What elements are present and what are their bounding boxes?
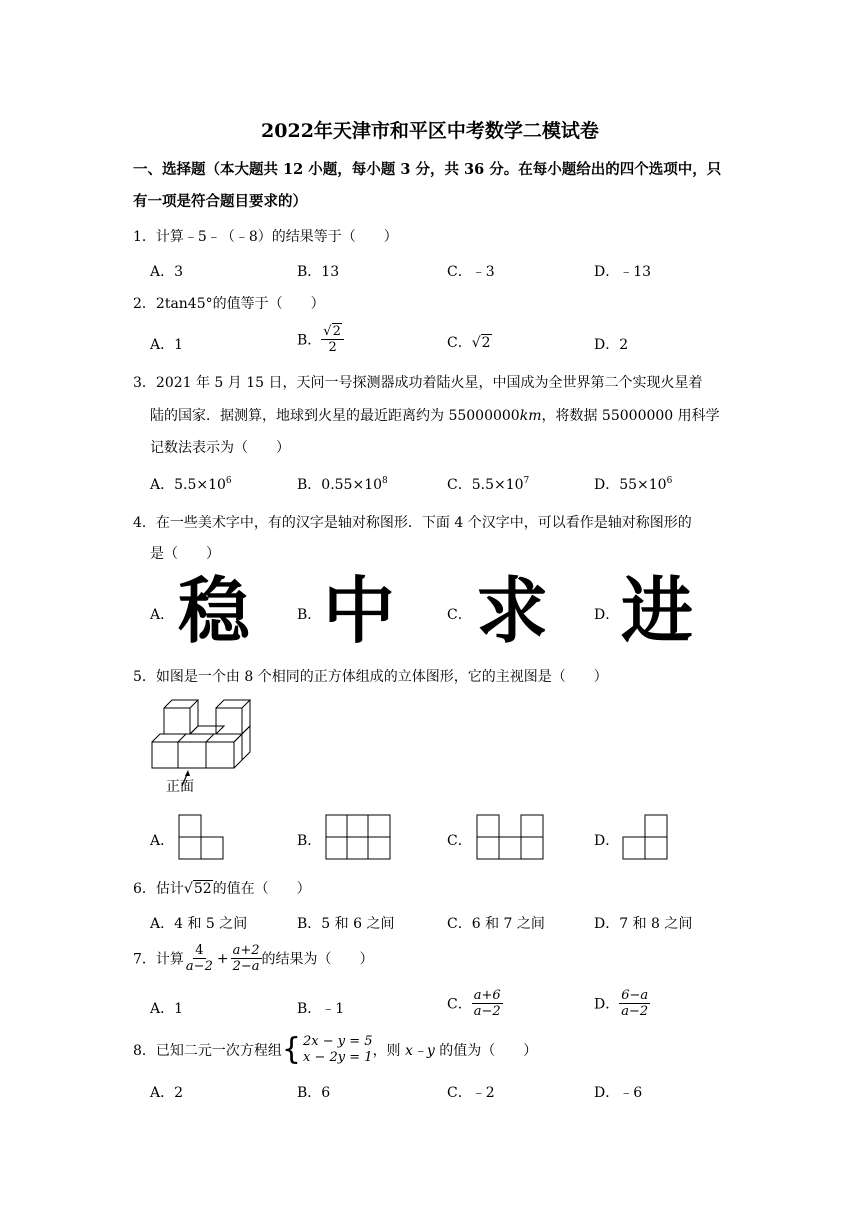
q1-option-d: D．﹣13 bbox=[594, 264, 652, 280]
q3-line3: 记数法表示为（ ） bbox=[150, 440, 290, 456]
q7-option-d: D． $\frac{6-a}{a-2}$ bbox=[594, 988, 649, 1019]
q3-option-b: B．$0.55\times 10^8$ bbox=[297, 476, 388, 493]
q3-option-d: D．$55\times 10^6$ bbox=[594, 476, 673, 493]
q5-option-b: B． bbox=[297, 833, 322, 849]
q4-char-wen: 稳 bbox=[178, 569, 251, 653]
q3-line1: 3．2021 年 5 月 15 日，天问一号探测器成功着陆火星，中国成为全世界第二个实现火星着 bbox=[133, 375, 703, 391]
q6-option-c: C．6 和 7 之间 bbox=[447, 916, 545, 932]
q5-option-a: A． bbox=[150, 833, 175, 849]
q5-view-a bbox=[178, 814, 224, 860]
section-heading-line1: 一、选择题（本大题共 12 小题，每小题 3 分，共 36 分。在每小题给出的四个选项中，只 bbox=[133, 161, 722, 178]
section-heading-line2: 有一项是符合题目要求的） bbox=[133, 193, 307, 210]
q5-view-c bbox=[476, 814, 544, 860]
q7-option-b: B．﹣1 bbox=[297, 1001, 345, 1017]
q1-option-b: B．13 bbox=[297, 264, 340, 280]
q1-stem: 1．计算﹣5﹣（﹣8）的结果等于（ ） bbox=[133, 229, 398, 245]
q8-option-d: D．﹣6 bbox=[594, 1085, 643, 1101]
q5-option-c: C． bbox=[447, 833, 472, 849]
q4-option-c: C． bbox=[447, 607, 472, 623]
q2-stem: 2．2tan45°的值等于（ ） bbox=[133, 296, 325, 312]
q3-option-c: C．$5.5\times 10^7$ bbox=[447, 476, 530, 493]
front-label: 正面 bbox=[166, 779, 194, 795]
q7-option-c: C． $\frac{a+6}{a-2}$ bbox=[447, 988, 501, 1019]
q4-option-a: A． bbox=[150, 607, 175, 623]
q2-option-a: A．1 bbox=[150, 337, 184, 353]
q3-option-a: A．$5.5\times 10^6$ bbox=[150, 476, 232, 493]
q5-view-d bbox=[622, 814, 668, 860]
q4-line2: 是（ ） bbox=[150, 546, 220, 562]
q8-option-b: B．6 bbox=[297, 1085, 331, 1101]
q2-option-b: B． $\frac{√2}{2}$ bbox=[297, 324, 344, 355]
q2-option-d: D．2 bbox=[594, 337, 629, 353]
q6-option-b: B．5 和 6 之间 bbox=[297, 916, 395, 932]
q4-char-qiu: 求 bbox=[476, 569, 549, 653]
q4-line1: 4．在一些美术字中，有的汉字是轴对称图形．下面 4 个汉字中，可以看作是轴对称图形的 bbox=[133, 515, 692, 531]
q5-view-b bbox=[325, 814, 391, 860]
q4-option-b: B． bbox=[297, 607, 322, 623]
q3-line2: 陆的国家．据测算，地球到火星的最近距离约为 55000000km，将数据 55000000 用科学 bbox=[150, 408, 720, 424]
page-title: 2022年天津市和平区中考数学二模试卷 bbox=[261, 120, 599, 142]
q4-char-jin: 进 bbox=[621, 569, 694, 653]
q4-char-zhong: 中 bbox=[323, 569, 396, 653]
q2-option-c: C．√2 bbox=[447, 335, 491, 351]
q6-option-d: D．7 和 8 之间 bbox=[594, 916, 693, 932]
q8-option-a: A．2 bbox=[150, 1085, 184, 1101]
q7-option-a: A．1 bbox=[150, 1001, 184, 1017]
q6-stem: 6．估计√52的值在（ ） bbox=[133, 881, 311, 897]
q1-option-a: A．3 bbox=[150, 264, 184, 280]
q7-stem: 7．计算 $\frac{4}{a-2}$ + $\frac{a+2}{2-a}$ 的结果为（ ） bbox=[133, 943, 374, 974]
q5-solid-figure bbox=[148, 698, 258, 798]
q8-option-c: C．﹣2 bbox=[447, 1085, 495, 1101]
q8-stem: 8．已知二元一次方程组 { 2x − y = 5 x − 2y = 1 ，则 x﹣y 的值为（ ） bbox=[133, 1032, 538, 1067]
q5-stem: 5．如图是一个由 8 个相同的正方体组成的立体图形，它的主视图是（ ） bbox=[133, 669, 608, 685]
q4-option-d: D． bbox=[594, 607, 620, 623]
q1-option-c: C．﹣3 bbox=[447, 264, 495, 280]
q6-option-a: A．4 和 5 之间 bbox=[150, 916, 248, 932]
q5-option-d: D． bbox=[594, 833, 620, 849]
